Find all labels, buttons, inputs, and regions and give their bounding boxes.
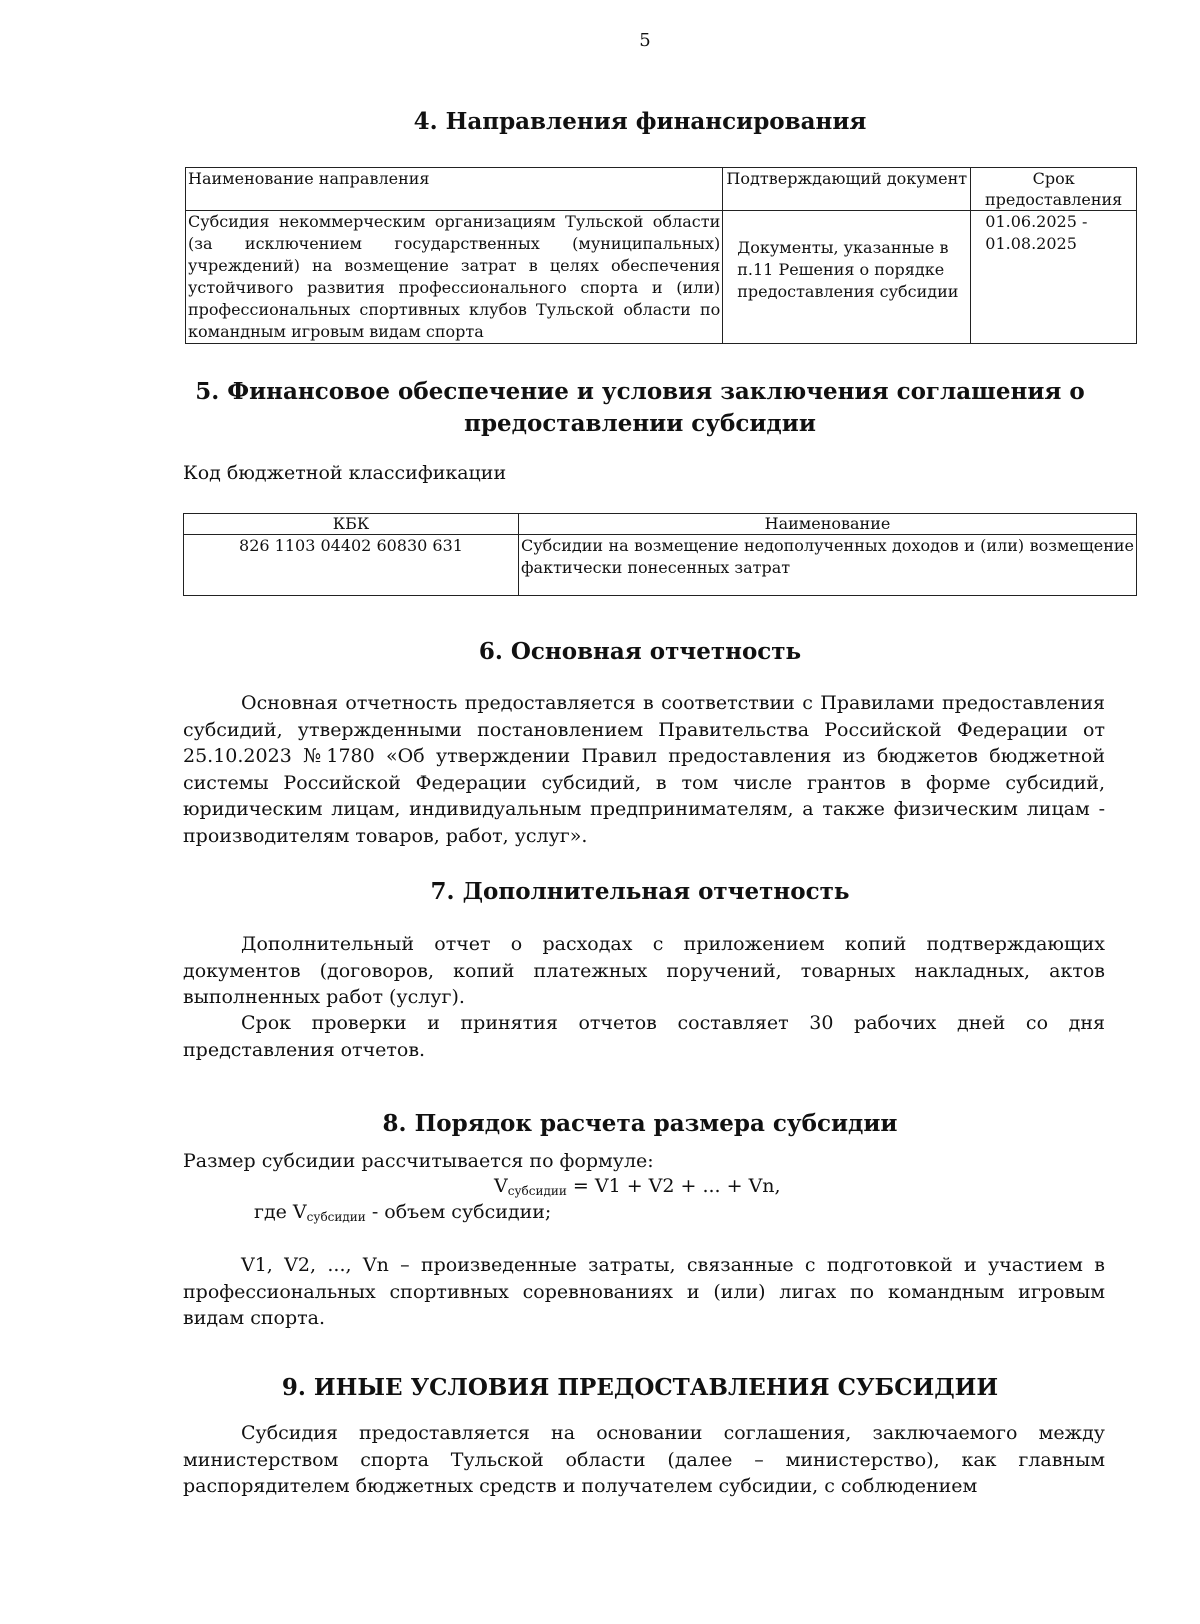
table-row xyxy=(184,535,1137,596)
section-7-title: 7. Дополнительная отчетность xyxy=(430,878,850,905)
where-rest: - объем субсидии; xyxy=(365,1201,552,1223)
formula-subscript: субсидии xyxy=(507,1184,567,1198)
cell-kbk: 826 1103 04402 60830 631 xyxy=(184,535,519,596)
budget-code-table xyxy=(183,513,1137,596)
section-6-text: Основная отчетность предоставляется в соответствии с Правилами предоставления субсидий, утвержденными постановлением Правительства Российской Федерации от 25.10.2023 №1780 «Об утверждении Правил предоставления из бюджетов бюджетной системы Российской Федерации субсидий, в том числе грантов в форме субсидий, юридическим лицам, индивидуальным предпринимателям, а также физическим лицам - производителям товаров, работ, услуг». xyxy=(183,692,1105,847)
cell-period xyxy=(971,211,1137,344)
where-subscript: субсидии xyxy=(306,1210,366,1224)
section-5-title: 5. Финансовое обеспечение и условия заключения соглашения о предоставлении субсидии xyxy=(195,378,1085,437)
budget-classification-label: Код бюджетной классификации xyxy=(183,462,507,484)
table-row xyxy=(186,211,1137,344)
table-header-row xyxy=(186,168,1137,211)
cell-period-text: 01.06.2025 - 01.08.2025 xyxy=(985,212,1088,253)
header-period: Срок предоставления xyxy=(971,168,1137,211)
header-kbk: КБК xyxy=(184,514,519,535)
header-name: Наименование xyxy=(519,514,1137,535)
formula-where xyxy=(254,1199,551,1230)
section-9-title: 9. ИНЫЕ УСЛОВИЯ ПРЕДОСТАВЛЕНИЯ СУБСИДИИ xyxy=(281,1374,999,1401)
section-6-title: 6. Основная отчетность xyxy=(478,638,802,665)
section-9-text: Субсидия предоставляется на основании соглашения, заключаемого между министерством спорта Тульской области (далее – министерство), как главным распорядителем бюджетных средств и получателем субсидии, с соблюдением xyxy=(183,1422,1105,1497)
cell-document xyxy=(723,211,971,344)
header-confirming-document: Подтверждающий документ xyxy=(723,168,971,211)
section-4-title: 4. Направления финансирования xyxy=(413,108,867,135)
section-8-intro: Размер субсидии рассчитывается по формуле: xyxy=(183,1150,654,1172)
page-number: 5 xyxy=(639,30,651,51)
cell-document-text: Документы, указанные в п.11 Решения о порядке предоставления субсидии xyxy=(737,238,959,301)
section-7-text-2: Срок проверки и принятия отчетов составляет 30 рабочих дней со дня представления отчетов. xyxy=(183,1012,1105,1061)
section-7-text-1: Дополнительный отчет о расходах с приложением копий подтверждающих документов (договоров, копий платежных поручений, товарных накладных, актов выполненных работ (услуг). xyxy=(183,933,1105,1008)
formula-variable: V xyxy=(494,1175,508,1197)
formula-expression: = V1 + V2 + ... + Vn, xyxy=(566,1175,781,1197)
section-8-title: 8. Порядок расчета размера субсидии xyxy=(382,1110,898,1137)
header-direction-name: Наименование направления xyxy=(186,168,723,211)
where-prefix: где V xyxy=(254,1201,307,1223)
table-header-row xyxy=(184,514,1137,535)
section-8-text: V1, V2, ..., Vn – произведенные затраты, связанные с подготовкой и участием в профессиональных спортивных соревнованиях и (или) лигах по командным игровым видам спорта. xyxy=(183,1254,1105,1329)
cell-direction: Субсидия некоммерческим организациям Тульской области (за исключением государственных (муниципальных) учреждений) на возмещение затрат в целях обеспечения устойчивого развития профессионального спорта и (или) профессиональных спортивных клубов Тульской области по командным игровым видам спорта xyxy=(186,211,723,344)
financing-directions-table xyxy=(185,167,1137,344)
cell-name: Субсидии на возмещение недополученных доходов и (или) возмещение фактически понесенных затрат xyxy=(519,535,1137,596)
